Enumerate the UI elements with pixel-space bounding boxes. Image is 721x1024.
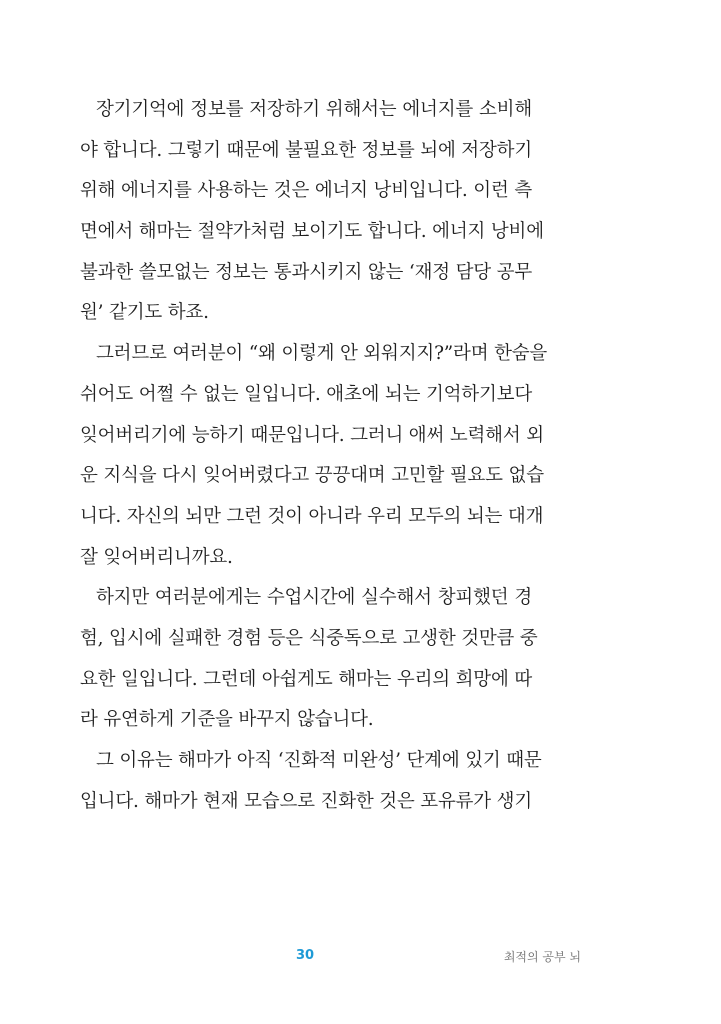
text-line: 야 합니다. 그렇기 때문에 불필요한 정보를 뇌에 저장하기: [80, 139, 532, 161]
text-line: 라 유연하게 기준을 바꾸지 않습니다.: [80, 709, 374, 731]
text-line: 잊어버리기에 능하기 때문입니다. 그러니 애써 노력해서 외: [80, 424, 544, 446]
text-line: 쉬어도 어쩔 수 없는 일입니다. 애초에 뇌는 기억하기보다: [80, 383, 532, 405]
text-line: 운 지식을 다시 잊어버렸다고 끙끙대며 고민할 필요도 없습: [80, 465, 544, 487]
text-line: 장기기억에 정보를 저장하기 위해서는 에너지를 소비해: [96, 99, 532, 120]
text-line: 불과한 쓸모없는 정보는 통과시키지 않는 ‘재정 담당 공무: [80, 261, 532, 283]
text-line: 원’ 같기도 하죠.: [80, 302, 209, 324]
text-line: 하지만 여러분에게는 수업시간에 실수해서 창피했던 경: [96, 587, 532, 609]
text-line: 잘 잊어버리니까요.: [80, 546, 233, 568]
text-line: 위해 에너지를 사용하는 것은 에너지 낭비입니다. 이런 측: [80, 180, 532, 202]
text-line: 요한 일입니다. 그런데 아쉽게도 해마는 우리의 희망에 따: [80, 668, 532, 690]
text-line: 니다. 자신의 뇌만 그런 것이 아니라 우리 모두의 뇌는 대개: [80, 505, 544, 527]
page-number: 30: [295, 948, 315, 963]
text-line: 험, 입시에 실패한 경험 등은 식중독으로 고생한 것만큼 중: [80, 627, 538, 649]
body-text: [80, 90, 548, 822]
text-line: 면에서 해마는 절약가처럼 보이기도 합니다. 에너지 낭비에: [80, 221, 544, 243]
text-line: 그 이유는 해마가 아직 ‘진화적 미완성’ 단계에 있기 때문: [96, 750, 542, 771]
text-line: 그러므로 여러분이 “왜 이렇게 안 외워지지?”라며 한숨을: [96, 343, 548, 365]
text-line: 입니다. 해마가 현재 모습으로 진화한 것은 포유류가 생기: [80, 790, 532, 812]
book-title: 최적의 공부 뇌: [503, 950, 581, 964]
